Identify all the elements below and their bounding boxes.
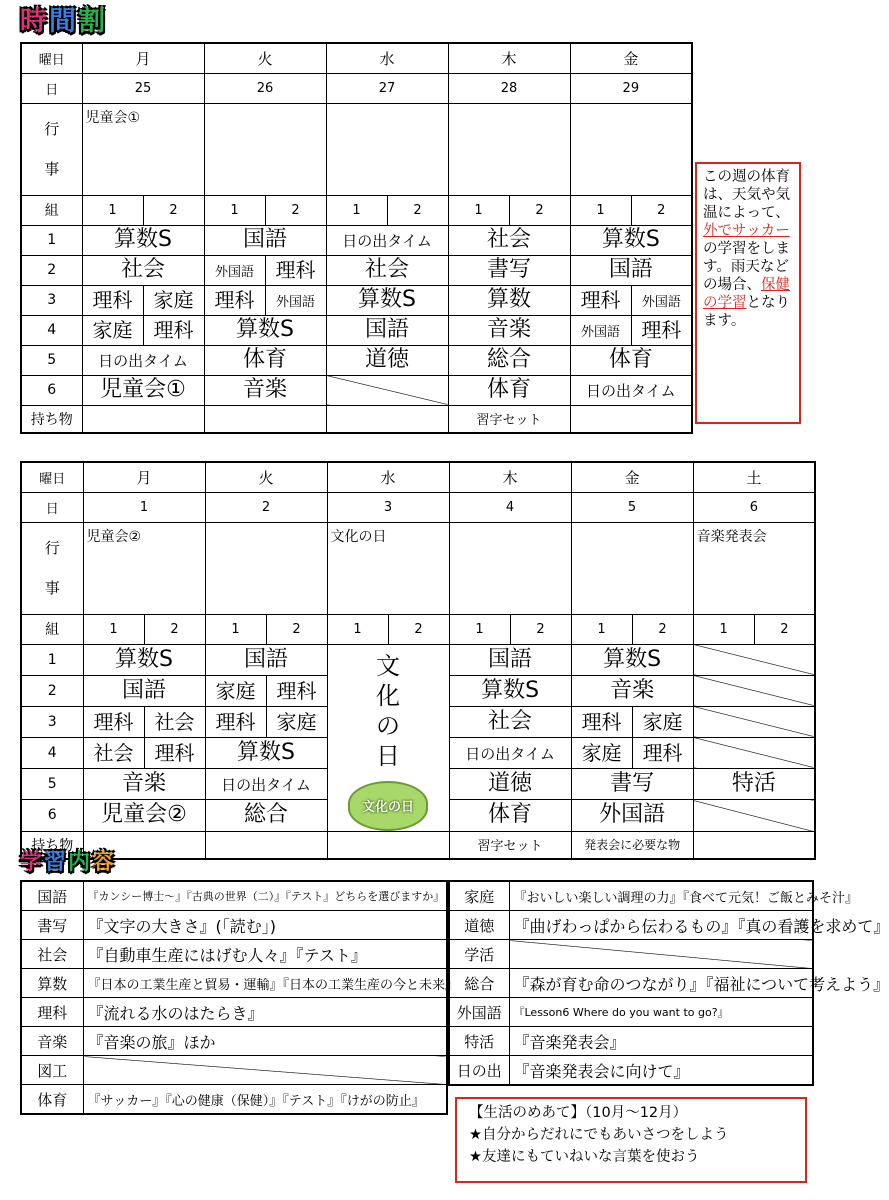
subject-name: 日の出 xyxy=(449,1056,509,1086)
date-cell: 5 xyxy=(571,492,693,522)
lesson-cell: 国語 xyxy=(204,225,326,255)
note-highlight: 保健の学習 xyxy=(703,277,790,311)
items-row xyxy=(21,831,815,859)
culture-char: の xyxy=(376,711,401,740)
lesson-cell: 社会 xyxy=(144,706,205,737)
group-cell: 1 xyxy=(205,614,266,644)
banner-char: 割 xyxy=(78,6,107,37)
subject-row xyxy=(21,911,447,940)
group-cell: 2 xyxy=(631,195,692,225)
culture-day-cell xyxy=(327,644,449,831)
date-row xyxy=(21,492,815,522)
day-cell: 月 xyxy=(82,43,204,73)
lesson-cell: 理科 xyxy=(143,315,204,345)
lesson-cell: 音楽 xyxy=(204,375,326,405)
period-number: 4 xyxy=(21,737,83,768)
banner-char: 習 xyxy=(44,850,69,875)
period-number: 2 xyxy=(21,675,83,706)
goal-line: ★友達にもていねいな言葉を使おう xyxy=(469,1149,700,1165)
group-cell: 2 xyxy=(266,614,327,644)
lesson-cell: 算数S xyxy=(570,225,692,255)
subject-name: 総合 xyxy=(449,969,509,998)
note-text: この週の体育は、天気や気温によって、 xyxy=(703,169,790,221)
period-row xyxy=(21,315,692,345)
period-number: 5 xyxy=(21,345,82,375)
group-cell: 2 xyxy=(387,195,448,225)
header-day-label: 曜日 xyxy=(21,43,82,73)
group-cell: 2 xyxy=(632,614,693,644)
group-cell: 2 xyxy=(388,614,449,644)
group-cell: 2 xyxy=(510,614,571,644)
items-cell xyxy=(326,405,448,433)
date-cell: 28 xyxy=(448,73,570,103)
lesson-cell: 理科 xyxy=(83,706,144,737)
group-row xyxy=(21,614,815,644)
lesson-cell: 社会 xyxy=(448,225,570,255)
lesson-cell: 社会 xyxy=(449,706,571,737)
day-cell: 月 xyxy=(83,462,205,492)
day-cell: 金 xyxy=(570,43,692,73)
lesson-cell: 児童会① xyxy=(82,375,204,405)
subject-content: 『曲げわっぱから伝わるもの』『真の看護を求めて』 xyxy=(509,911,813,940)
lesson-cell: 理科 xyxy=(571,706,632,737)
subject-row xyxy=(21,1027,447,1056)
group-cell: 1 xyxy=(448,195,509,225)
items-cell xyxy=(327,831,449,859)
event-cell: 音楽発表会 xyxy=(693,522,815,614)
event-cell: 児童会① xyxy=(82,103,204,195)
period-row xyxy=(21,375,692,405)
header-date-label: 日 xyxy=(21,73,82,103)
event-cell: 児童会② xyxy=(83,522,205,614)
subject-content: 『音楽発表会に向けて』 xyxy=(509,1056,813,1086)
period-row xyxy=(21,644,815,675)
lesson-cell: 書写 xyxy=(571,769,693,800)
subject-name: 音楽 xyxy=(21,1027,83,1056)
subject-name: 理科 xyxy=(21,998,83,1027)
group-cell: 2 xyxy=(143,195,204,225)
date-row xyxy=(21,73,692,103)
period-row xyxy=(21,285,692,315)
lesson-cell: 外国語 xyxy=(570,315,631,345)
lesson-cell: 国語 xyxy=(326,315,448,345)
lesson-cell: 道徳 xyxy=(449,769,571,800)
banner-char: 学 xyxy=(20,850,45,875)
event-cell: 文化の日 xyxy=(327,522,449,614)
banner-char: 時 xyxy=(20,6,49,37)
subject-table-right xyxy=(448,880,889,1086)
subject-row xyxy=(449,969,813,998)
day-cell: 金 xyxy=(571,462,693,492)
period-row xyxy=(21,345,692,375)
items-cell xyxy=(82,405,204,433)
group-cell: 2 xyxy=(754,614,815,644)
lesson-cell: 国語 xyxy=(570,255,692,285)
items-cell: 発表会に必要な物 xyxy=(571,831,693,859)
banner-char: 容 xyxy=(92,850,117,875)
date-cell: 6 xyxy=(693,492,815,522)
lesson-cell: 日の出タイム xyxy=(570,375,692,405)
subject-content: 『森が育む命のつながり』『福祉について考えよう』 xyxy=(509,969,813,998)
period-number: 3 xyxy=(21,285,82,315)
header-date-label: 日 xyxy=(21,492,83,522)
date-cell: 26 xyxy=(204,73,326,103)
header-event-label xyxy=(21,522,83,614)
culture-char: 化 xyxy=(376,681,401,710)
date-cell: 25 xyxy=(82,73,204,103)
period-number: 1 xyxy=(21,225,82,255)
subject-content: 『音楽発表会』 xyxy=(509,1027,813,1056)
learning-content-banner xyxy=(20,852,116,874)
lesson-cell: 特活 xyxy=(693,769,815,800)
subject-content xyxy=(83,1056,447,1085)
lesson-cell: 外国語 xyxy=(571,800,693,831)
event-label-1: 行 xyxy=(44,120,60,138)
group-cell: 1 xyxy=(326,195,387,225)
header-group-label: 組 xyxy=(21,614,83,644)
note-text: の学習をします。雨天などの場合、 xyxy=(703,241,790,293)
event-cell xyxy=(205,522,327,614)
lesson-cell: 社会 xyxy=(83,737,144,768)
empty-slot xyxy=(693,644,815,675)
lesson-cell: 理科 xyxy=(265,255,326,285)
lesson-cell: 日の出タイム xyxy=(205,769,327,800)
lesson-cell: 算数 xyxy=(448,285,570,315)
header-event-label xyxy=(21,103,82,195)
subject-content: 『音楽の旅』ほか xyxy=(83,1027,447,1056)
lesson-cell: 家庭 xyxy=(632,706,693,737)
group-cell: 2 xyxy=(144,614,205,644)
life-goal-box xyxy=(455,1097,807,1183)
subject-content: 『流れる水のはたらき』 xyxy=(83,998,447,1027)
subject-row xyxy=(449,1027,813,1056)
lesson-cell: 日の出タイム xyxy=(326,225,448,255)
items-cell xyxy=(570,405,692,433)
subject-row xyxy=(449,940,813,969)
subject-name: 図工 xyxy=(21,1056,83,1085)
event-row xyxy=(21,522,815,614)
header-day-label: 曜日 xyxy=(21,462,83,492)
period-row xyxy=(21,255,692,285)
timetable-banner xyxy=(20,8,107,35)
subject-name: 学活 xyxy=(449,940,509,969)
subject-content: 『Lesson6 Where do you want to go?』 xyxy=(509,998,813,1027)
period-number: 4 xyxy=(21,315,82,345)
date-cell: 1 xyxy=(83,492,205,522)
empty-slot xyxy=(693,706,815,737)
subject-name: 算数 xyxy=(21,969,83,998)
subject-name: 書写 xyxy=(21,911,83,940)
lesson-cell: 理科 xyxy=(82,285,143,315)
lesson-cell: 算数S xyxy=(205,737,327,768)
day-cell: 火 xyxy=(205,462,327,492)
day-cell: 水 xyxy=(327,462,449,492)
subject-name: 特活 xyxy=(449,1027,509,1056)
items-row xyxy=(21,405,692,433)
lesson-cell: 算数S xyxy=(326,285,448,315)
date-cell: 2 xyxy=(205,492,327,522)
lesson-cell: 道徳 xyxy=(326,345,448,375)
lesson-cell: 総合 xyxy=(448,345,570,375)
empty-slot xyxy=(693,675,815,706)
lesson-cell: 日の出タイム xyxy=(82,345,204,375)
subject-content: 『日本の工業生産と貿易・運輸』『日本の工業生産の今と未来』 xyxy=(83,969,447,998)
lesson-cell: 外国語 xyxy=(204,255,265,285)
event-label-1: 行 xyxy=(44,539,60,557)
group-cell: 1 xyxy=(204,195,265,225)
lesson-cell: 書写 xyxy=(448,255,570,285)
lesson-cell: 算数S xyxy=(82,225,204,255)
subject-content xyxy=(509,940,813,969)
culture-day-vertical xyxy=(328,651,449,771)
subject-name: 道徳 xyxy=(449,911,509,940)
header-items-label: 持ち物 xyxy=(21,405,82,433)
header-group-label: 組 xyxy=(21,195,82,225)
banner-char: 内 xyxy=(68,850,93,875)
subject-content: 『文字の大きさ』(「読む」) xyxy=(83,911,447,940)
group-cell: 1 xyxy=(570,195,631,225)
day-row xyxy=(21,462,815,492)
note-text: となります。 xyxy=(703,295,790,329)
lesson-cell: 算数S xyxy=(449,675,571,706)
subject-name: 外国語 xyxy=(449,998,509,1027)
items-cell: 習字セット xyxy=(449,831,571,859)
event-cell xyxy=(204,103,326,195)
lesson-cell: 算数S xyxy=(83,644,205,675)
lesson-cell: 体育 xyxy=(570,345,692,375)
group-cell: 1 xyxy=(83,614,144,644)
empty-slot xyxy=(693,800,815,831)
lesson-cell: 国語 xyxy=(449,644,571,675)
lesson-cell: 日の出タイム xyxy=(449,737,571,768)
lesson-cell: 社会 xyxy=(82,255,204,285)
event-cell xyxy=(326,103,448,195)
lesson-cell: 体育 xyxy=(449,800,571,831)
culture-badge-text: 文化の日 xyxy=(362,800,415,815)
group-cell: 1 xyxy=(693,614,754,644)
subject-content: 『おいしい楽しい調理の力』『食べて元気！ご飯とみそ汁』 xyxy=(509,881,813,911)
date-cell: 3 xyxy=(327,492,449,522)
group-cell: 1 xyxy=(82,195,143,225)
subject-row xyxy=(21,998,447,1027)
subject-name: 国語 xyxy=(21,881,83,911)
event-cell xyxy=(571,522,693,614)
lesson-cell: 児童会② xyxy=(83,800,205,831)
lesson-cell: 国語 xyxy=(83,675,205,706)
lesson-cell: 外国語 xyxy=(265,285,326,315)
lesson-cell: 理科 xyxy=(570,285,631,315)
lesson-cell: 算数S xyxy=(571,644,693,675)
lesson-cell: 社会 xyxy=(326,255,448,285)
event-label-2: 事 xyxy=(44,160,60,178)
culture-char: 日 xyxy=(376,741,401,770)
subject-row xyxy=(21,1085,447,1115)
week1-timetable xyxy=(20,42,693,434)
event-cell xyxy=(570,103,692,195)
subject-content: 『サッカー』『心の健康（保健）』『テスト』『けがの防止』 xyxy=(83,1085,447,1115)
goal-line: ★自分からだれにでもあいさつをしよう xyxy=(469,1127,729,1143)
empty-slot xyxy=(693,737,815,768)
lesson-cell: 家庭 xyxy=(143,285,204,315)
lesson-cell: 音楽 xyxy=(83,769,205,800)
lesson-cell: 理科 xyxy=(632,737,693,768)
lesson-cell: 体育 xyxy=(204,345,326,375)
lesson-cell: 音楽 xyxy=(448,315,570,345)
week2-timetable xyxy=(20,461,816,860)
subject-row xyxy=(21,940,447,969)
items-cell xyxy=(205,831,327,859)
day-cell: 火 xyxy=(204,43,326,73)
lesson-cell: 体育 xyxy=(448,375,570,405)
day-cell: 水 xyxy=(326,43,448,73)
goal-title: 【生活のめあて】（10月～12月） xyxy=(469,1105,688,1121)
period-number: 1 xyxy=(21,644,83,675)
subject-table-left xyxy=(20,880,459,1115)
lesson-cell: 家庭 xyxy=(82,315,143,345)
day-row xyxy=(21,43,692,73)
lesson-cell: 理科 xyxy=(266,675,327,706)
lesson-cell: 家庭 xyxy=(571,737,632,768)
lesson-cell: 国語 xyxy=(205,644,327,675)
empty-slot xyxy=(326,375,448,405)
subject-row xyxy=(21,969,447,998)
period-number: 6 xyxy=(21,375,82,405)
period-number: 2 xyxy=(21,255,82,285)
lesson-cell: 理科 xyxy=(204,285,265,315)
period-number: 5 xyxy=(21,769,83,800)
group-cell: 2 xyxy=(509,195,570,225)
group-row xyxy=(21,195,692,225)
lesson-cell: 算数S xyxy=(204,315,326,345)
subject-row xyxy=(449,881,813,911)
lesson-cell: 理科 xyxy=(205,706,266,737)
date-cell: 29 xyxy=(570,73,692,103)
lesson-cell: 家庭 xyxy=(205,675,266,706)
lesson-cell: 理科 xyxy=(144,737,205,768)
group-cell: 1 xyxy=(571,614,632,644)
subject-row xyxy=(449,911,813,940)
subject-content: 『自動車生産にはげむ人々』『テスト』 xyxy=(83,940,447,969)
group-cell: 1 xyxy=(327,614,388,644)
subject-row xyxy=(21,881,447,911)
banner-char: 間 xyxy=(49,6,78,37)
lesson-cell: 家庭 xyxy=(266,706,327,737)
culture-day-badge xyxy=(348,781,428,831)
note-highlight: 外でサッカー xyxy=(703,223,790,239)
subject-name: 家庭 xyxy=(449,881,509,911)
day-cell: 木 xyxy=(449,462,571,492)
lesson-cell: 理科 xyxy=(631,315,692,345)
lesson-cell: 総合 xyxy=(205,800,327,831)
period-row xyxy=(21,225,692,255)
group-cell: 1 xyxy=(449,614,510,644)
lesson-cell: 外国語 xyxy=(631,285,692,315)
subject-row xyxy=(449,998,813,1027)
period-number: 6 xyxy=(21,800,83,831)
day-cell: 木 xyxy=(448,43,570,73)
items-cell: 習字セット xyxy=(448,405,570,433)
group-cell: 2 xyxy=(265,195,326,225)
period-number: 3 xyxy=(21,706,83,737)
date-cell: 27 xyxy=(326,73,448,103)
event-row xyxy=(21,103,692,195)
subject-row xyxy=(449,1056,813,1086)
header-items-label: 持ち物 xyxy=(21,831,83,859)
subject-row xyxy=(21,1056,447,1085)
event-cell xyxy=(448,103,570,195)
subject-name: 体育 xyxy=(21,1085,83,1115)
lesson-cell: 音楽 xyxy=(571,675,693,706)
day-cell: 土 xyxy=(693,462,815,492)
subject-name: 社会 xyxy=(21,940,83,969)
event-label-2: 事 xyxy=(44,579,60,597)
culture-char: 文 xyxy=(376,651,401,680)
items-cell xyxy=(204,405,326,433)
date-cell: 4 xyxy=(449,492,571,522)
pe-note xyxy=(695,162,801,424)
event-cell xyxy=(449,522,571,614)
subject-content: 『カンシー博士～』『古典の世界（二）』『テスト』どちらを選びますか』 xyxy=(83,881,447,911)
